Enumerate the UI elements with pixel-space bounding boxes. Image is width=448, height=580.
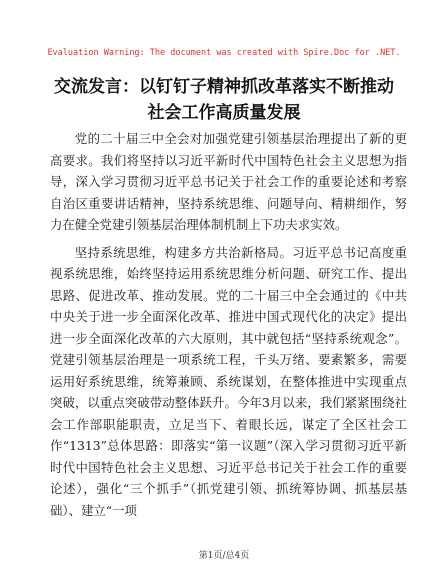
- paragraph: 党的二十届三中全会对加强党建引领基层治理提出了新的更高要求。我们将坚持以习近平新时代中国特色社会主义思想为指导，深入学习贯彻习近平总书记关于社会工作的重要论述和考察自治区重要讲话精神，坚持系统思维、问题导向、精耕细作，努力在健全党建引领基层治理体制机制上下功夫求实效。: [50, 131, 407, 232]
- document-title: [40, 74, 408, 126]
- document-body: [50, 128, 407, 527]
- paragraph: 坚持系统思维，构建多方共治新格局。习近平总书记高度重视系统思维，始终坚持运用系统思维分析问题、研究工作、提出思路、促进改革、推动发展。党的二十届三中全会通过的《中共中央关于进一步全面深化改革、推进中国式现代化的决定》提出进一步全面深化改革的六大原则，其中就包括“坚持系统观念”。党建引领基层治理是一项系统工程，千头万绪、要素繁多，需要运用好系统思维，统筹兼顾、系统谋划，在整体推进中实现重点突破，以重点突破带动整体跃升。今年3月以来，我们紧紧围绕社会工作部职能职责，立足当下、着眼长远，谋定了全区社会工作“1313”总体思路：即落实“第一议题”（深入学习贯彻习近平新时代中国特色社会主义思想、习近平总书记关于社会工作的重要论述），强化“三个抓手”（抓党建引领、抓统筹协调、抓基层基础）、建立“一项: [50, 244, 407, 518]
- title-line-2: 社会工作高质量发展: [147, 103, 301, 123]
- evaluation-warning: Evaluation Warning: The document was created with Spire.Doc for .NET.: [47, 48, 401, 58]
- page-footer: 第1页/总4页: [198, 551, 250, 561]
- title-line-1: 交流发言：以钉钉子精神抓改革落实不断推动: [54, 77, 394, 97]
